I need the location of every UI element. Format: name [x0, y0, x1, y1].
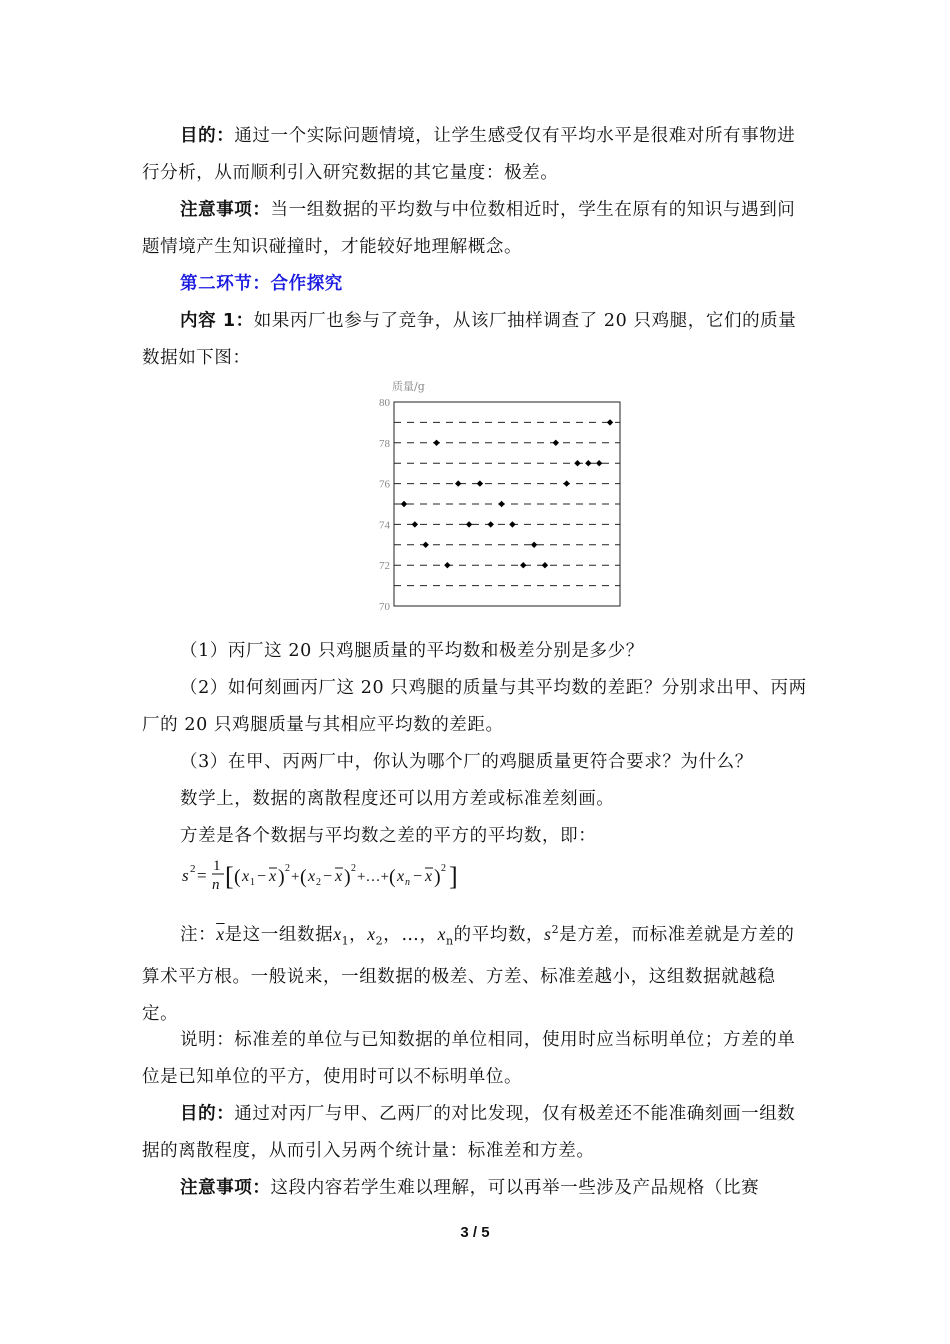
- note2-paragraph: [142, 1170, 808, 1207]
- note-t3: 是方差，而标准差就是方差的算术平方根。一般说来，一组数据的极差、方差、标准差越小，这组数据就越稳定。: [142, 924, 795, 1025]
- note-lead: 注：: [180, 924, 217, 945]
- math-paragraph: 数学上，数据的离散程度还可以用方差或标准差刻画。: [180, 789, 615, 809]
- question-2: （2）如何刻画丙厂这 20 只鸡腿的质量与其平均数的差距？分别求出甲、丙两厂的 20 只鸡腿质量与其相应平均数的差距。: [142, 678, 807, 735]
- variance-formula: [182, 855, 502, 895]
- question-3: （3）在甲、丙两厂中，你认为哪个厂的鸡腿质量更符合要求？为什么？: [180, 752, 753, 772]
- goal-text: 通过一个实际问题情境，让学生感受仅有平均水平是很难对所有事物进行分析，从而顺利引入研究数据的其它量度：极差。: [142, 126, 796, 183]
- svg-text:(: (: [234, 866, 241, 888]
- mean-symbol: $\overline{x}$: [216, 923, 225, 944]
- svg-text:+: +: [291, 869, 300, 885]
- question-1: （1）丙厂这 20 只鸡腿质量的平均数和极差分别是多少？: [180, 641, 644, 661]
- note-text: 当一组数据的平均数与中位数相近时，学生在原有的知识与遇到问题情境产生知识碰撞时，才能较好地理解概念。: [142, 200, 796, 257]
- y-tick-label: 70: [379, 601, 390, 613]
- data-point: [422, 542, 428, 548]
- note-paragraph: [142, 192, 808, 266]
- svg-text:[: [: [225, 862, 234, 891]
- data-point: [433, 440, 439, 446]
- svg-text:x: x: [425, 868, 433, 885]
- svg-text:1: 1: [250, 877, 255, 888]
- goal-paragraph: [142, 118, 808, 192]
- note2-label: 注意事项：: [180, 1178, 271, 1198]
- explain-paragraph: 说明：标准差的单位与已知数据的单位相同，使用时应当标明单位；方差的单位是已知单位的平方，使用时可以不标明单位。: [142, 1030, 796, 1087]
- data-point: [607, 419, 613, 425]
- svg-text:(: (: [389, 866, 396, 888]
- data-point: [444, 562, 450, 568]
- note2-text: 这段内容若学生难以理解，可以再举一些涉及产品规格（比赛: [270, 1178, 760, 1198]
- svg-text:x: x: [335, 868, 343, 885]
- svg-text:s: s: [182, 866, 189, 885]
- data-point: [412, 521, 418, 527]
- goal2-paragraph: [142, 1096, 808, 1170]
- section-heading: [142, 266, 808, 303]
- section-title: 第二环节：合作探究: [180, 274, 343, 294]
- svg-text:(: (: [300, 866, 307, 888]
- data-point: [520, 562, 526, 568]
- svg-text:+…+: +…+: [357, 869, 389, 885]
- note-t1: 是这一组数据: [224, 924, 334, 945]
- data-point: [542, 562, 548, 568]
- plot-frame: [394, 402, 620, 606]
- y-tick-label: 80: [379, 397, 390, 409]
- svg-text:x: x: [269, 868, 277, 885]
- goal2-label: 目的：: [180, 1104, 235, 1124]
- svg-text:1: 1: [213, 858, 221, 874]
- svg-text:): ): [344, 866, 351, 888]
- svg-text:2: 2: [190, 863, 196, 875]
- goal-label: 目的：: [180, 126, 235, 146]
- data-point: [563, 480, 569, 486]
- svg-text:−: −: [323, 868, 333, 885]
- data-point: [498, 501, 504, 507]
- svg-text:−: −: [413, 868, 423, 885]
- svg-text:x: x: [242, 868, 250, 885]
- data-point: [466, 521, 472, 527]
- svg-text:=: =: [197, 866, 207, 885]
- data-point: [401, 501, 407, 507]
- note-on-formula: 注：$\overline{x}$是这一组数据$x_1$，$x_2$，…，$x_n$的平均数，$s^2$是方差，而标准差就是方差的算术平方根。一般说来，一组数据的极差、方差、标准差越小，这组数据就越稳定。: [142, 923, 795, 1025]
- y-tick-label: 72: [379, 560, 390, 573]
- svg-text:−: −: [257, 868, 267, 885]
- svg-text:x: x: [397, 868, 405, 885]
- content1-paragraph: [142, 303, 808, 377]
- svg-text:]: ]: [449, 862, 458, 891]
- svg-text:n: n: [212, 877, 220, 893]
- scatter-chart: [360, 376, 630, 616]
- y-tick-label: 76: [379, 478, 390, 491]
- svg-text:): ): [278, 866, 285, 888]
- y-tick-label: 74: [379, 519, 390, 532]
- page-number: 3 / 5: [460, 1224, 490, 1241]
- svg-text:n: n: [405, 877, 410, 888]
- data-point: [531, 542, 537, 548]
- data-point: [553, 440, 559, 446]
- data-point: [455, 480, 461, 486]
- svg-text:2: 2: [316, 877, 321, 888]
- y-axis-label: 质量/g: [392, 380, 425, 393]
- note-t2: 的平均数，: [453, 924, 545, 945]
- data-point: [509, 521, 515, 527]
- svg-text:): ): [434, 866, 441, 888]
- svg-text:2: 2: [285, 863, 290, 874]
- content1-text: 如果丙厂也参与了竞争，从该厂抽样调查了 20 只鸡腿，它们的质量数据如下图：: [142, 311, 797, 368]
- data-point: [585, 460, 591, 466]
- data-point: [596, 460, 602, 466]
- variance-definition: 方差是各个数据与平均数之差的平方的平均数，即：: [180, 826, 597, 846]
- goal2-text: 通过对丙厂与甲、乙两厂的对比发现，仅有极差还不能准确刻画一组数据的离散程度，从而引入另两个统计量：标准差和方差。: [142, 1104, 796, 1161]
- data-point: [574, 460, 580, 466]
- svg-text:2: 2: [441, 863, 446, 874]
- y-tick-label: 78: [379, 437, 390, 450]
- note-label: 注意事项：: [180, 200, 271, 220]
- data-point: [488, 521, 494, 527]
- svg-text:2: 2: [351, 863, 356, 874]
- svg-text:x: x: [308, 868, 316, 885]
- data-point: [477, 480, 483, 486]
- content1-label: 内容 1：: [180, 311, 254, 331]
